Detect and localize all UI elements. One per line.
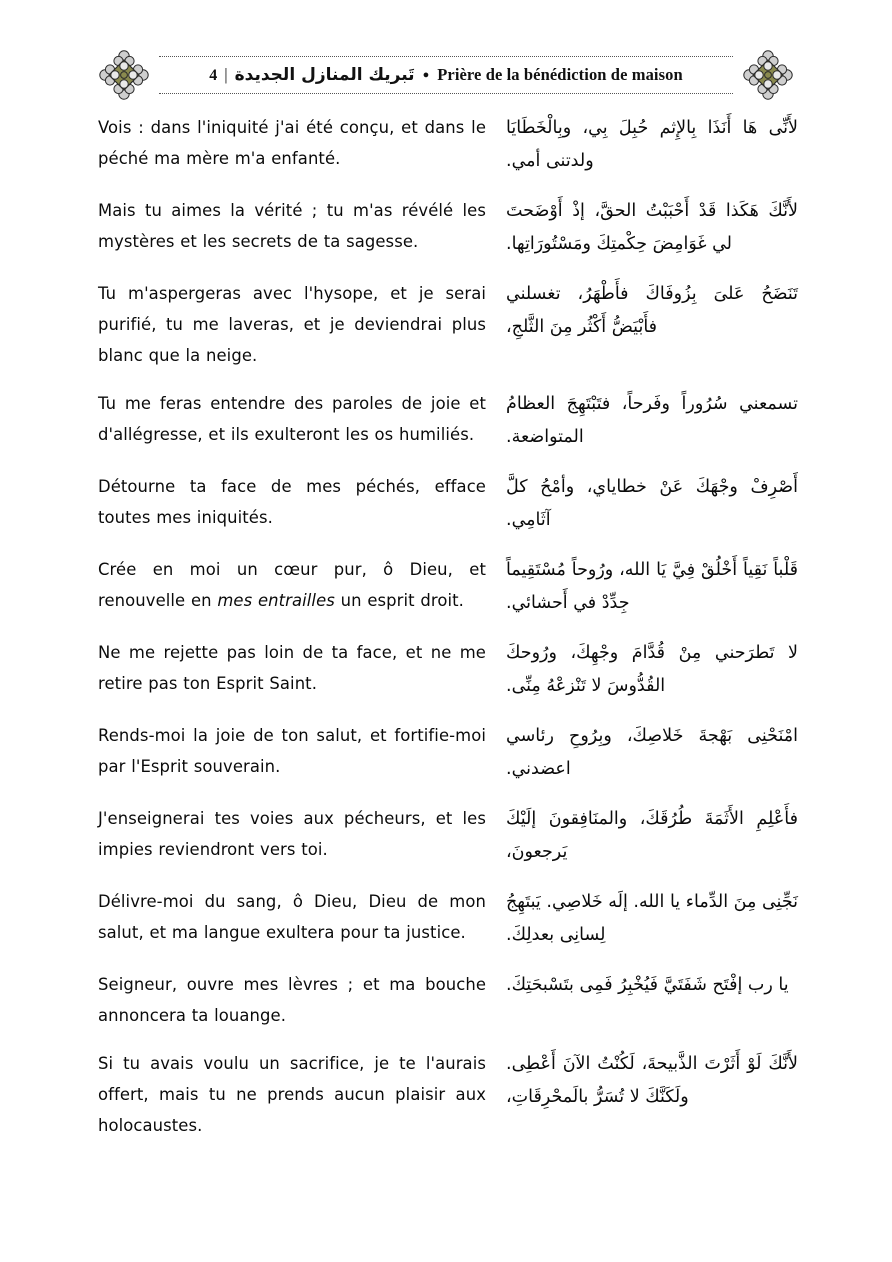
verse-arabic: لا تَطرَحني مِنْ قُدَّامَ وجْهِكَ، ورُوحكَ القُدُّوسَ لا تَنْزعْهُ مِنِّى. <box>506 643 798 696</box>
verse-french: Seigneur, ouvre mes lèvres ; et ma bouche annoncera ta louange. <box>98 975 486 1025</box>
verse-arabic: لأَنَّكَ هَكَذا قَدْ أَحْبَبْتُ الحقَّ، إذْ أَوْضَحتَ لي غَوَامِضَ حِكْمتِكَ ومَسْتُورَاتِها. <box>506 201 798 254</box>
verse-arabic: لأَنِّى هَا أَنَذَا بِالإِثم حُبِلَ بِي، وبِالْخَطَايَا ولدتنى أمي. <box>506 118 798 171</box>
verse-french: Détourne ta face de mes péchés, efface toutes mes iniquités. <box>98 477 486 527</box>
verse-arabic: أَصْرِفْ وجْهَكَ عَنْ خطاياي، وأمْحُ كلَّ آثَامِي. <box>506 477 798 530</box>
header-bullet-separator: ● <box>422 69 430 81</box>
verse-arabic: قَلْباً نَقِياً أَخْلُقْ فِيَّ يَا الله، ورُوحاً مُسْتَقِيماً جِدِّدْ في أَحشائي. <box>506 560 798 613</box>
verse-arabic: امْنَحْنِى بَهْجةَ خَلاصِكَ، وبِرُوحِ رئاسي اعضدني. <box>506 726 798 779</box>
verse-french-emphasis: mes entrailles <box>217 591 335 610</box>
verse-french: Ne me rejette pas loin de ta face, et ne me retire pas ton Esprit Saint. <box>98 643 486 693</box>
page-header <box>95 44 797 106</box>
verse-arabic: نَجِّنِى مِنَ الدِّماء يا الله. إلَه خَلاصِي. يَبتَهِجُ لِسانِى بعدلِكَ. <box>506 892 798 945</box>
header-rule-bottom <box>159 93 733 94</box>
header-rule-top <box>159 56 733 57</box>
verse-row <box>98 278 798 371</box>
verse-arabic: يا رب إفْتَح شَفَتَيَّ فَيُخْبِرُ فَمِى بتَسْبحَتِكَ. <box>506 975 789 995</box>
verse-row <box>98 1048 798 1141</box>
verse-french: Tu me feras entendre des paroles de joie et d'allégresse, et ils exulteront les os humiliés. <box>98 394 486 444</box>
verse-arabic: تسمعني سُرُوراً وفَرحاً، فتَبْتَهِجَ العظامُ المتواضعة. <box>506 394 798 447</box>
jeweled-diamond-ornament-left <box>95 46 153 104</box>
verse-row <box>98 112 798 178</box>
verse-row <box>98 388 798 454</box>
verse-row <box>98 969 798 1031</box>
header-title-french: Prière de la bénédiction de maison <box>437 65 683 84</box>
verse-french <box>98 554 486 616</box>
verse-row <box>98 637 798 703</box>
verse-french: Délivre-moi du sang, ô Dieu, Dieu de mon salut, et ma langue exultera pour ta justice. <box>98 892 486 942</box>
verse-row <box>98 720 798 786</box>
verse-french-post: un esprit droit. <box>334 591 464 610</box>
verse-french: Rends-moi la joie de ton salut, et fortifie-moi par l'Esprit souverain. <box>98 726 486 776</box>
header-title-arabic: تَبريك المنازل الجديدة <box>234 65 415 85</box>
header-title <box>195 65 697 85</box>
verse-french: Tu m'aspergeras avec l'hysope, et je serai purifié, tu me laveras, et je deviendrai plus blanc que la neige. <box>98 284 486 365</box>
verse-row <box>98 886 798 952</box>
header-pipe-separator: | <box>224 65 228 84</box>
verse-arabic: لأَنَّكَ لَوْ أَثَرْتَ الذَّبيحةَ، لَكُنْتُ الآنَ أَعْطِى. ولَكَنَّكَ لا تُسَرُّ بالَمحْرِقَاتِ، <box>506 1054 798 1107</box>
verse-french-pre: Crée en moi un cœur pur, ô Dieu, et renouvelle en <box>98 560 486 610</box>
header-title-rules <box>159 52 733 98</box>
page-number: 4 <box>209 67 218 84</box>
verse-row <box>98 471 798 537</box>
verse-french: J'enseignerai tes voies aux pécheurs, et les impies reviendront vers toi. <box>98 809 486 859</box>
verse-arabic: فأَعْلِمِ الأَثَمَةَ طُرُقَكَ، والمنَافِقونَ إلَيْكَ يَرجعونَ، <box>506 809 798 862</box>
verse-french: Si tu avais voulu un sacrifice, je te l'aurais offert, mais tu ne prends aucun plaisir aux holocaustes. <box>98 1054 486 1135</box>
verse-row <box>98 554 798 620</box>
verse-arabic: تَنَضَحُ عَلىَ بِزُوفَاكَ فأَطْهَرُ، تغسلني فأَبْيَضُّ أَكْثُر مِنَ الثَّلجِ، <box>506 284 798 337</box>
verse-french: Mais tu aimes la vérité ; tu m'as révélé les mystères et les secrets de ta sagesse. <box>98 201 486 251</box>
verse-row <box>98 803 798 869</box>
verse-french: Vois : dans l'iniquité j'ai été conçu, et dans le péché ma mère m'a enfanté. <box>98 118 486 168</box>
bilingual-verse-list <box>98 112 798 1158</box>
jeweled-diamond-ornament-right <box>739 46 797 104</box>
verse-row <box>98 195 798 261</box>
